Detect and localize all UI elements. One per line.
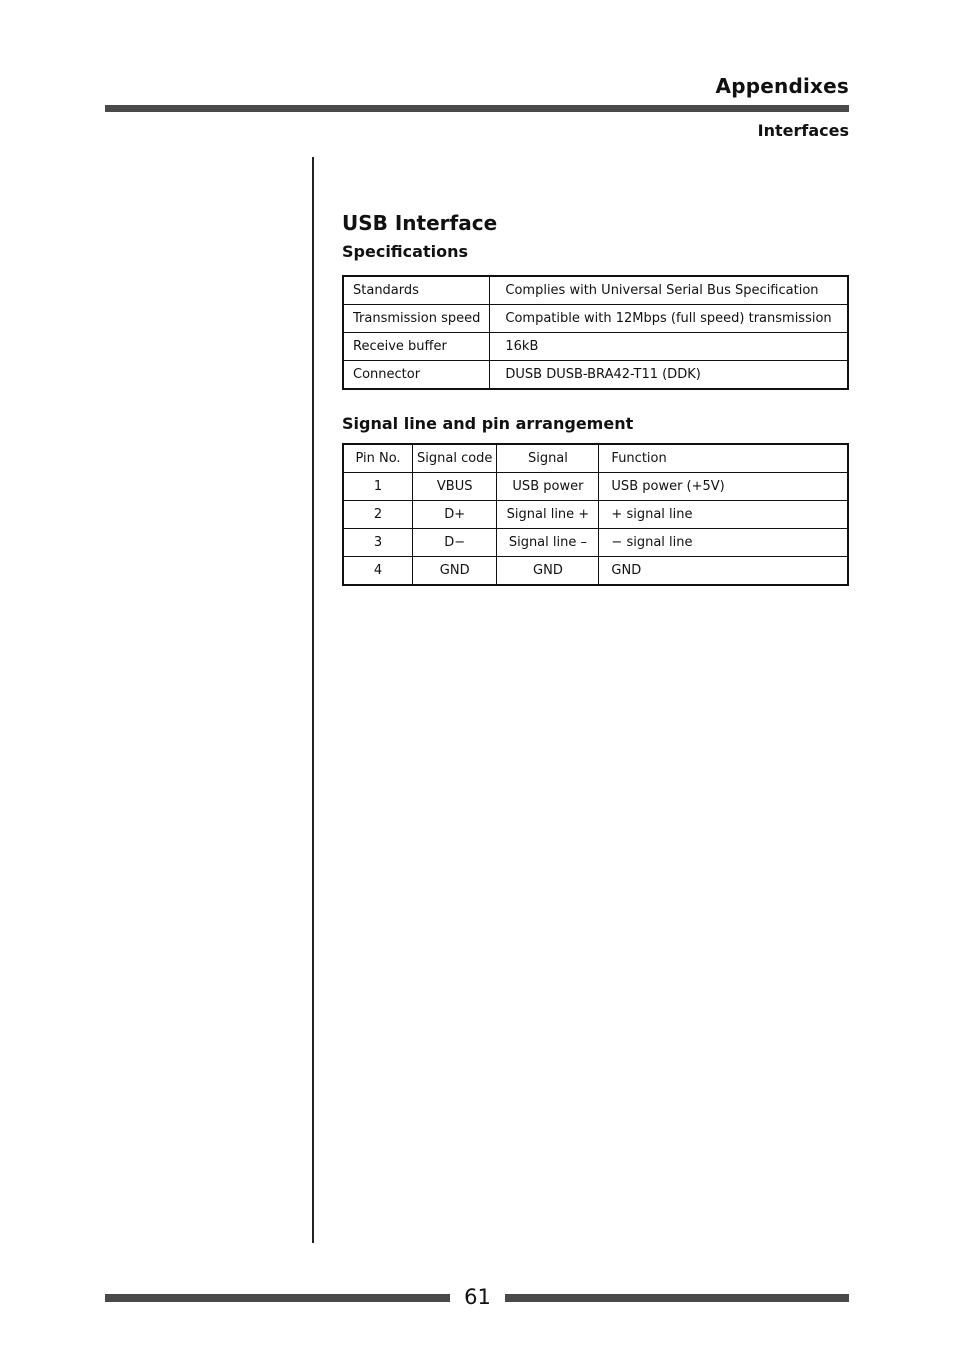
signal: GND xyxy=(497,557,599,586)
vertical-divider xyxy=(312,157,314,1243)
spec-value: Complies with Universal Serial Bus Specification xyxy=(490,276,848,305)
signal-code: VBUS xyxy=(413,473,497,501)
table-row xyxy=(343,333,848,361)
footer-rule-right xyxy=(505,1294,849,1302)
table-row xyxy=(343,501,848,529)
function: + signal line xyxy=(599,501,848,529)
pin-number: 4 xyxy=(343,557,413,586)
spec-value: DUSB DUSB-BRA42-T11 (DDK) xyxy=(490,361,848,390)
header-subtitle: Interfaces xyxy=(757,121,849,140)
table-row xyxy=(343,305,848,333)
function: GND xyxy=(599,557,848,586)
spec-label: Standards xyxy=(343,276,490,305)
table-row xyxy=(343,529,848,557)
pin-heading: Signal line and pin arrangement xyxy=(342,414,634,433)
spec-heading: Specifications xyxy=(342,242,468,261)
column-header: Signal xyxy=(497,444,599,473)
pin-number: 3 xyxy=(343,529,413,557)
signal: Signal line + xyxy=(497,501,599,529)
header-title: Appendixes xyxy=(715,74,849,98)
table-row xyxy=(343,473,848,501)
footer-rule-left xyxy=(105,1294,450,1302)
column-header: Function xyxy=(599,444,848,473)
signal-code: GND xyxy=(413,557,497,586)
page-number: 61 xyxy=(464,1285,491,1309)
pin-number: 1 xyxy=(343,473,413,501)
signal: USB power xyxy=(497,473,599,501)
spec-value: Compatible with 12Mbps (full speed) transmission xyxy=(490,305,848,333)
table-header-row xyxy=(343,444,848,473)
function: USB power (+5V) xyxy=(599,473,848,501)
pin-table xyxy=(342,443,849,586)
spec-label: Connector xyxy=(343,361,490,390)
table-row xyxy=(343,557,848,586)
spec-label: Receive buffer xyxy=(343,333,490,361)
pin-number: 2 xyxy=(343,501,413,529)
spec-label: Transmission speed xyxy=(343,305,490,333)
signal-code: D− xyxy=(413,529,497,557)
column-header: Pin No. xyxy=(343,444,413,473)
header-rule xyxy=(105,105,849,112)
signal-code: D+ xyxy=(413,501,497,529)
column-header: Signal code xyxy=(413,444,497,473)
spec-table xyxy=(342,275,849,390)
section-title: USB Interface xyxy=(342,211,498,235)
signal: Signal line – xyxy=(497,529,599,557)
table-row xyxy=(343,361,848,390)
table-row xyxy=(343,276,848,305)
function: − signal line xyxy=(599,529,848,557)
spec-value: 16kB xyxy=(490,333,848,361)
